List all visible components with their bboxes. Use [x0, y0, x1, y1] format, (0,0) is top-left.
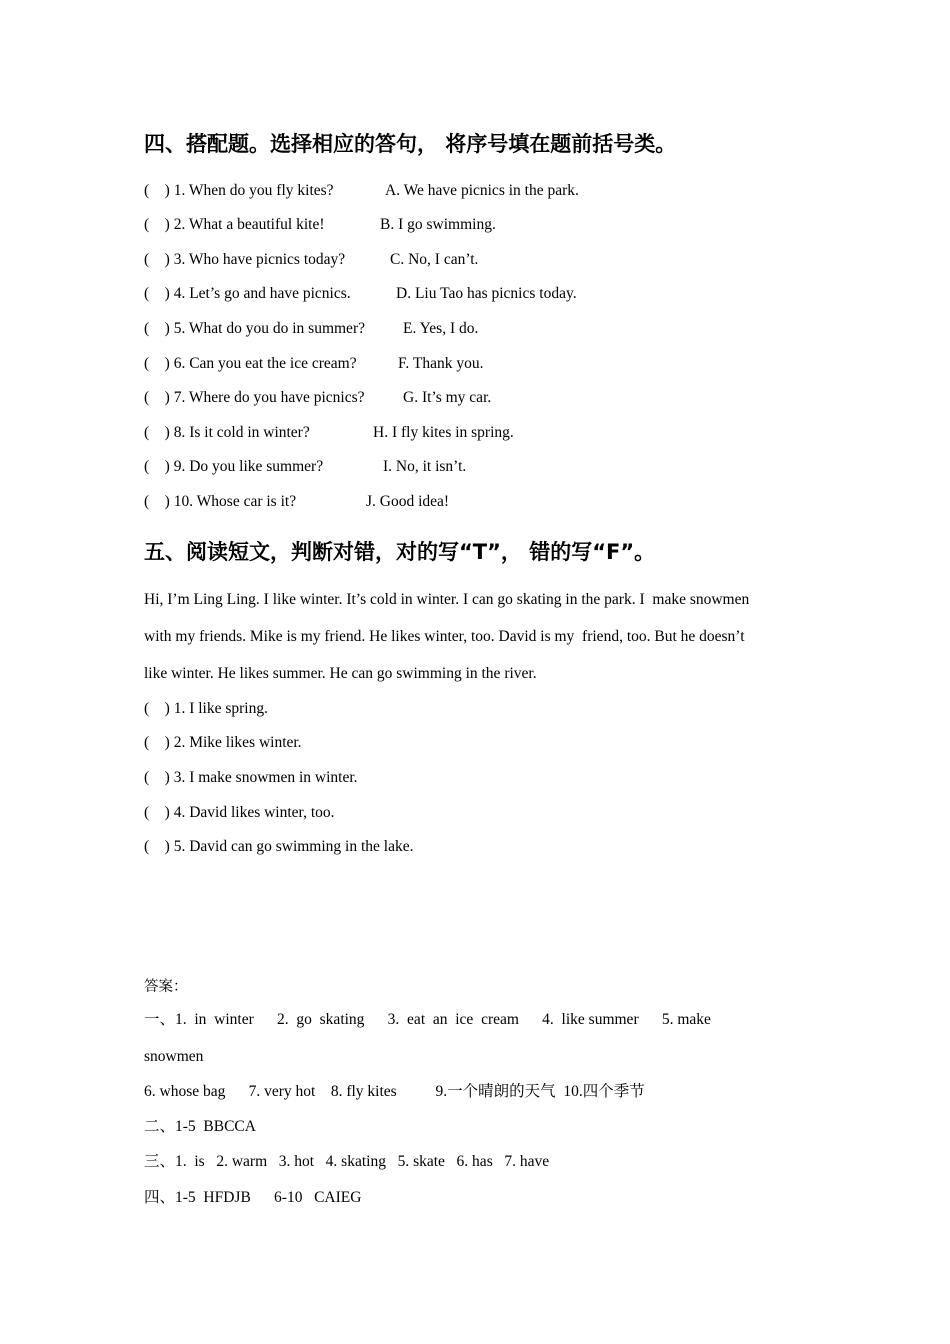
- question-line: ( ) 4. Let’s go and have picnics.: [144, 285, 351, 302]
- passage-line: Hi, I’m Ling Ling. I like winter. It’s cold in winter. I can go skating in the park. I make snowmen: [144, 591, 750, 608]
- question-line: ( ) 1. When do you fly kites?: [144, 182, 334, 199]
- section-5-heading: 五、阅读短文，判断对错，对的写“T”， 错的写“F”。: [144, 540, 656, 564]
- question-line: ( ) 6. Can you eat the ice cream?: [144, 355, 357, 372]
- answer-line: 三、1. is 2. warm 3. hot 4. skating 5. skate 6. has 7. have: [144, 1153, 550, 1170]
- passage-line: with my friends. Mike is my friend. He likes winter, too. David is my friend, too. But he doesn’t: [144, 628, 745, 645]
- answer-line: 四、1-5 HFDJB 6-10 CAIEG: [144, 1189, 362, 1206]
- answer-key-label: 答案：: [144, 979, 188, 995]
- question-line: ( ) 5. What do you do in summer?: [144, 320, 365, 337]
- passage-line: like winter. He likes summer. He can go swimming in the river.: [144, 665, 537, 682]
- question-line: ( ) 3. Who have picnics today?: [144, 251, 346, 268]
- answer-line: 一、1. in winter 2. go skating 3. eat an ice cream 4. like summer 5. make: [144, 1011, 711, 1028]
- statement-line: ( ) 4. David likes winter, too.: [144, 804, 335, 821]
- answer-line: 二、1-5 BBCCA: [144, 1118, 256, 1135]
- answer-option: I. No, it isn’t.: [383, 458, 467, 475]
- answer-option: G. It’s my car.: [403, 389, 492, 406]
- answer-option: D. Liu Tao has picnics today.: [396, 285, 577, 302]
- question-line: ( ) 8. Is it cold in winter?: [144, 424, 310, 441]
- statement-line: ( ) 5. David can go swimming in the lake.: [144, 838, 414, 855]
- answer-option: F. Thank you.: [398, 355, 484, 372]
- question-line: ( ) 10. Whose car is it?: [144, 493, 297, 510]
- question-line: ( ) 9. Do you like summer?: [144, 458, 324, 475]
- answer-line: snowmen: [144, 1048, 204, 1065]
- statement-line: ( ) 1. I like spring.: [144, 700, 268, 717]
- section-4-heading: 四、搭配题。选择相应的答句， 将序号填在题前括号类。: [144, 132, 677, 156]
- question-line: ( ) 7. Where do you have picnics?: [144, 389, 365, 406]
- answer-option: J. Good idea!: [366, 493, 450, 510]
- statement-line: ( ) 2. Mike likes winter.: [144, 734, 302, 751]
- answer-option: A. We have picnics in the park.: [385, 182, 579, 199]
- answer-option: C. No, I can’t.: [390, 251, 479, 268]
- answer-option: B. I go swimming.: [380, 216, 496, 233]
- statement-line: ( ) 3. I make snowmen in winter.: [144, 769, 358, 786]
- answer-option: E. Yes, I do.: [403, 320, 479, 337]
- question-line: ( ) 2. What a beautiful kite!: [144, 216, 325, 233]
- answer-line: 6. whose bag 7. very hot 8. fly kites 9.一个晴朗的天气 10.四个季节: [144, 1083, 645, 1100]
- answer-option: H. I fly kites in spring.: [373, 424, 514, 441]
